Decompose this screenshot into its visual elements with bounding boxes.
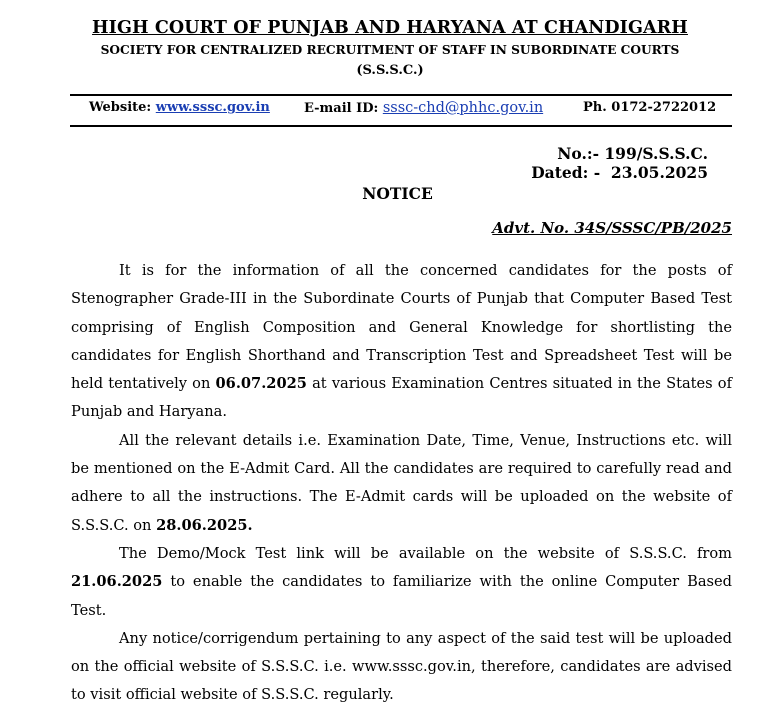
bottom-divider	[70, 125, 732, 127]
mock-test-date: 21.06.2025	[71, 573, 163, 591]
society-title: SOCIETY FOR CENTRALIZED RECRUITMENT OF STAFF IN SUBORDINATE COURTS	[100, 43, 680, 57]
reference-number: No.:- 199/S.S.S.C.	[557, 144, 708, 163]
notice-body	[71, 257, 732, 710]
paragraph-3	[71, 540, 732, 625]
paragraph-3-text-a: The Demo/Mock Test link will be available on the website of S.S.S.C. from	[119, 544, 732, 562]
admit-card-date: 28.06.2025.	[156, 516, 253, 534]
court-title: HIGH COURT OF PUNJAB AND HARYANA AT CHANDIGARH	[92, 18, 688, 38]
paragraph-1-text-a: It is for the information of all the concerned candidates for the posts of Stenographer Grade-III in the Subordinate Courts of Punjab that Computer Based Test comprising of English Composition and General Knowledge for shortlisting the candidates for English Shorthand and Transcription Test and Spreadsheet Test will be held tentatively on	[71, 262, 732, 393]
notice-heading: NOTICE	[362, 184, 433, 203]
paragraph-2-text: All the relevant details i.e. Examination Date, Time, Venue, Instructions etc. will be mentioned on the E-Admit Card. All the candidates are required to carefully read and adhere to all the instructions. The E-Admit cards will be uploaded on the website of S.S.S.C. on	[71, 431, 732, 534]
reference-date: Dated: - 23.05.2025	[531, 163, 708, 182]
paragraph-3-text-b: to enable the candidates to familiarize with the online Computer Based Test.	[71, 573, 732, 619]
website-label: Website:	[89, 100, 156, 115]
website-block	[89, 100, 270, 115]
advertisement-number: Advt. No. 34S/SSSC/PB/2025	[492, 219, 732, 237]
paragraph-4: Any notice/corrigendum pertaining to any aspect of the said test will be uploaded on the official website of S.S.S.C. i.e. www.sssc.gov.in, therefore, candidates are advised to visit official website of S.S.S.C. regularly.	[71, 629, 732, 704]
email-block	[304, 100, 543, 116]
society-abbr: (S.S.S.C.)	[356, 63, 424, 78]
top-divider	[70, 94, 732, 96]
paragraph-1-text-b: at various Examination Centres situated in the States of Punjab and Haryana.	[71, 375, 732, 421]
email-link[interactable]: sssc-chd@phhc.gov.in	[382, 100, 544, 116]
exam-date: 06.07.2025	[215, 375, 307, 393]
email-label: E-mail ID:	[304, 101, 383, 116]
paragraph-1	[71, 257, 732, 427]
paragraph-2	[71, 427, 732, 540]
website-link[interactable]: www.sssc.gov.in	[155, 100, 270, 115]
phone-number: Ph. 0172-2722012	[583, 100, 717, 115]
